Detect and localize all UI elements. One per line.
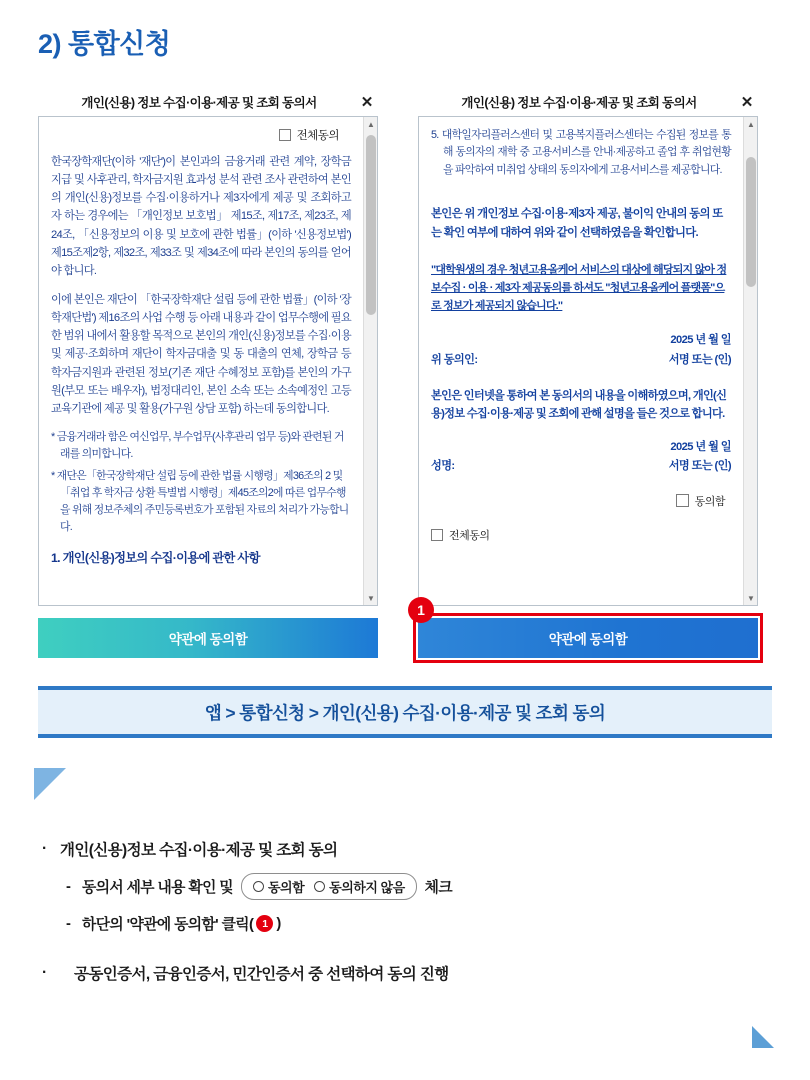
scrollbar-thumb[interactable] xyxy=(366,135,376,315)
step-marker-1: 1 xyxy=(408,597,434,623)
checkbox-icon[interactable] xyxy=(431,529,443,541)
scrollbar-right[interactable] xyxy=(743,117,757,605)
sign-label-1: 위 동의인: xyxy=(431,353,478,366)
dialog-header-left xyxy=(38,88,378,116)
dialog-body-right xyxy=(418,116,758,606)
consent-note: * 금융거래라 함은 여신업무, 부수업무(사후관리 업무 등)와 관련된 거래를 의미합니다. xyxy=(51,430,344,460)
sign-label-2: 성명: xyxy=(431,460,455,473)
agree-all-label-left: 전체동의 xyxy=(296,130,339,142)
consent-confirm-text: 본인은 위 개인정보 수집·이용·제3자 제공, 불이익 안내의 동의 또는 확인 여부에 대하여 위와 같이 선택하였음을 확인합니다. xyxy=(431,207,723,239)
close-icon[interactable]: ✕ xyxy=(740,94,754,111)
agree-all-row-right[interactable] xyxy=(431,527,731,543)
bullet-icon: · xyxy=(42,964,47,981)
sign-blank-2: 서명 또는 (인) xyxy=(668,460,731,473)
instruction-text-2-prefix: 동의서 세부 내용 확인 및 xyxy=(82,880,233,896)
radio-option-agree[interactable] xyxy=(253,877,304,896)
consent-paragraph: 한국장학재단(이하 '재단')이 본인과의 금융거래 관련 계약, 장학금 지급 및 사후관리, 학자금지원 효과성 분석 관련 조사 관련하여 본인의 개인(신용)정보를 수집·이용하거나 제3자에게 제공 및 조회하고자 하는 경우에는 「개인정보 보호법」 제15조, 제17조, 제23조, 제24조, 「신용정보의 이용 및 보호에 관한 법률」(이하 '신용정보법') 제15조제2항, 제32조, 제33조 및 제34조에 따라 본인의 동의를 얻어야 합니다. xyxy=(51,156,351,277)
radio-icon[interactable] xyxy=(253,881,264,892)
consent-dialog-right xyxy=(418,88,758,606)
instruction-list xyxy=(42,838,762,997)
sign-blank-1: 서명 또는 (인) xyxy=(668,353,731,366)
scrollbar-thumb[interactable] xyxy=(746,157,756,287)
page-title: 2) 통합신청 xyxy=(38,29,171,59)
consent-item-5: 5. 대학일자리플러스센터 및 고용복지플러스센터는 수집된 정보를 통해 동의자의 재학 중 고용서비스를 안내·제공하고 졸업 후 취업현황을 파악하여 미취업 상태의 동의자에게 고용서비스를 제공합니다. xyxy=(431,129,731,176)
breadcrumb xyxy=(38,686,772,738)
triangle-marker-icon xyxy=(752,1026,774,1048)
radio-group[interactable] xyxy=(241,873,417,900)
instruction-text-3-prefix: 하단의 '약관에 동의함' 클릭( xyxy=(82,917,254,933)
instruction-text-3-suffix: ) xyxy=(276,915,281,932)
instruction-item-1 xyxy=(42,838,762,860)
radio-label-agree: 동의함 xyxy=(267,880,305,895)
signature-row-1 xyxy=(431,331,731,370)
consent-dialog-left xyxy=(38,88,378,606)
scrollbar-left[interactable] xyxy=(363,117,377,605)
consent-note-underlined: "대학원생의 경우 청년고용올케어 서비스의 대상에 해당되지 않아 정보수집 · 이용 · 제3자 제공동의를 하셔도 "청년고용올케어 플랫폼"으로 정보가 제공되지 않습니다." xyxy=(431,263,727,313)
instruction-item-3 xyxy=(42,913,762,934)
consent-paragraph: 이에 본인은 재단이 「한국장학재단 설립 등에 관한 법률」(이하 '장학재단법') 제16조의 사업 수행 등 아래 내용과 같이 업무수행에 필요한 범위 내에서 활용할 목적으로 본인의 개인(신용)정보를 수집·이용 및 제공·조회하며 재단이 학자금대출 및 동 대출의 연체, 장학금 등 학자금지원과 관련된 정보(기존 재단 수혜정보 포함)를 본인의 가구원(부모 또는 배우자), 법정대리인, 본인 소속 또는 소속예정인 고등교육기관에 제공 및 활용(가구원 상담 포함) 하는데 동의합니다. xyxy=(51,293,351,415)
radio-icon[interactable] xyxy=(314,881,325,892)
bullet-icon: · xyxy=(42,840,47,857)
radio-option-disagree[interactable] xyxy=(314,877,404,896)
checkbox-icon[interactable] xyxy=(279,129,291,141)
consent-note: * 재단은「한국장학재단 설립 등에 관한 법률 시행령」제36조의 2 및「취업 후 학자금 상환 특별법 시행령」제45조의2에 따른 업무수행을 위해 정보주체의 주민등록번호가 포함된 자료의 처리가 가능합니다. xyxy=(51,470,349,533)
dash-icon: - xyxy=(66,878,71,895)
dash-icon: - xyxy=(66,915,71,932)
instruction-text-4: 공동인증서, 금융인증서, 민간인증서 중 선택하여 동의 진행 xyxy=(74,966,449,983)
consent-subheading: 1. 개인(신용)정보의 수집·이용에 관한 사항 xyxy=(51,551,260,566)
consent-checkbox-row[interactable] xyxy=(431,493,731,509)
instruction-text-2-suffix: 체크 xyxy=(424,880,453,896)
consent-checkbox-label: 동의함 xyxy=(694,495,725,508)
dialog-content-left xyxy=(39,117,363,605)
dialog-title-right: 개인(신용) 정보 수집·이용·제공 및 조회 동의서 xyxy=(461,96,697,110)
signature-row-2 xyxy=(431,438,731,477)
triangle-marker-icon xyxy=(34,768,66,800)
agree-terms-button-left[interactable]: 약관에 동의함 xyxy=(38,618,378,658)
agree-terms-button-right[interactable]: 약관에 동의함 xyxy=(418,618,758,658)
agree-all-label-right: 전체동의 xyxy=(449,529,490,542)
consent-agree-text: 본인은 인터넷을 통하여 본 동의서의 내용을 이해하였으며, 개인(신용)정보 수집·이용·제공 및 조회에 관해 설명을 들은 것으로 합니다. xyxy=(431,389,727,421)
scroll-up-icon[interactable]: ▲ xyxy=(364,117,378,131)
checkbox-icon[interactable] xyxy=(676,494,689,507)
scroll-up-icon[interactable]: ▲ xyxy=(744,117,758,131)
step-marker-inline: 1 xyxy=(256,915,273,932)
instruction-item-2 xyxy=(42,873,762,900)
instruction-item-4 xyxy=(42,962,762,984)
instruction-text-1: 개인(신용)정보 수집·이용·제공 및 조회 동의 xyxy=(60,842,338,859)
dialog-title-left: 개인(신용) 정보 수집·이용·제공 및 조회 동의서 xyxy=(81,96,317,110)
sign-date-1: 2025 년 월 일 xyxy=(670,334,731,347)
radio-label-disagree: 동의하지 않음 xyxy=(329,880,405,895)
dialog-content-right xyxy=(419,117,743,605)
agree-all-row-left[interactable] xyxy=(51,127,351,143)
dialog-body-left xyxy=(38,116,378,606)
scroll-down-icon[interactable]: ▼ xyxy=(744,591,758,605)
dialog-header-right xyxy=(418,88,758,116)
sign-date-2: 2025 년 월 일 xyxy=(670,440,731,453)
scroll-down-icon[interactable]: ▼ xyxy=(364,591,378,605)
breadcrumb-text: 앱 > 통합신청 > 개인(신용) 수집·이용·제공 및 조회 동의 xyxy=(204,702,606,723)
close-icon[interactable]: ✕ xyxy=(360,94,374,111)
